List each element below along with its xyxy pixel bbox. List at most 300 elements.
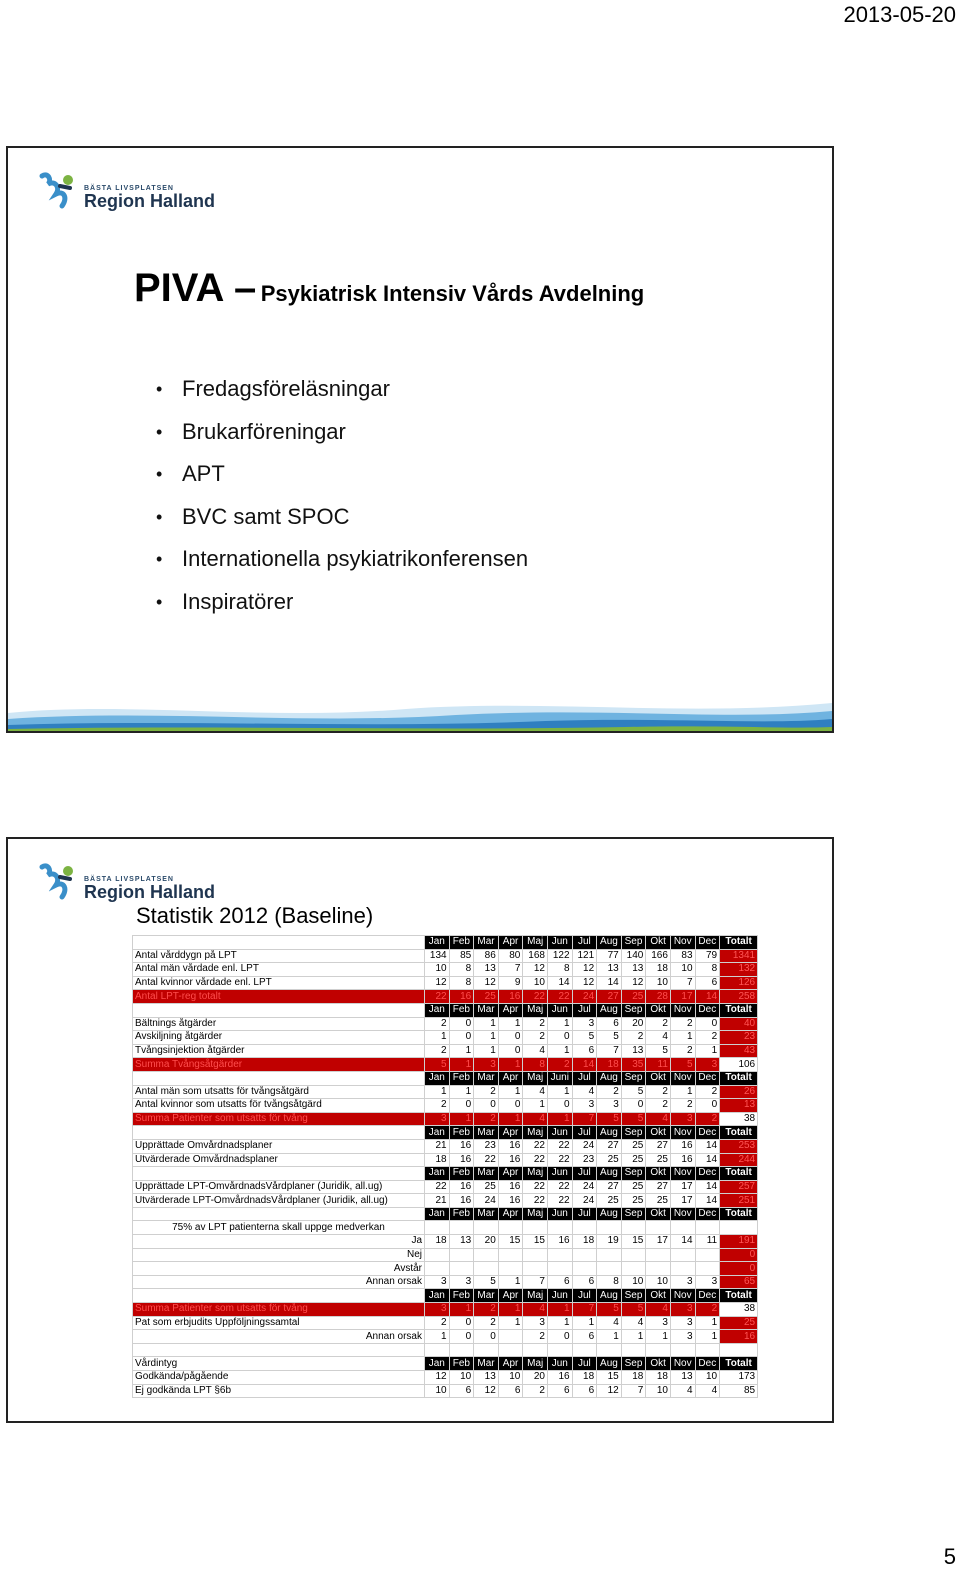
- table-cell: [425, 1221, 450, 1235]
- table-cell: 2: [425, 1316, 450, 1330]
- table-cell: 5: [597, 1303, 622, 1317]
- column-header: Dec: [695, 1357, 720, 1371]
- table-cell: 2: [695, 1112, 720, 1126]
- table-cell: 16: [670, 1153, 695, 1167]
- column-header: Mar: [474, 1207, 499, 1221]
- table-row: [133, 1099, 758, 1113]
- table-row: [133, 990, 758, 1004]
- table-cell: 18: [646, 963, 671, 977]
- table-cell: 22: [547, 990, 572, 1004]
- table-row: [133, 1330, 758, 1344]
- column-header: Sep: [621, 1003, 646, 1017]
- table-cell: 2: [695, 1031, 720, 1045]
- table-cell: 25: [621, 990, 646, 1004]
- table-cell: 25: [646, 1194, 671, 1208]
- table-cell: 166: [646, 949, 671, 963]
- table-row: [133, 1194, 758, 1208]
- table-cell: 22: [523, 1194, 548, 1208]
- table-cell: 0: [547, 1330, 572, 1344]
- table-cell: 1: [449, 1085, 474, 1099]
- table-cell: [720, 1221, 758, 1235]
- table-cell: 27: [646, 1180, 671, 1194]
- column-header: Sep: [621, 1207, 646, 1221]
- bullet-dot-icon: •: [156, 464, 163, 484]
- logo-tagline: BÄSTA LIVSPLATSEN: [84, 185, 174, 192]
- table-cell: 1: [572, 1316, 597, 1330]
- table-cell: 1: [498, 1085, 523, 1099]
- logo-name: Region Halland: [84, 882, 216, 902]
- column-header: Mar: [474, 1071, 499, 1085]
- table-cell: [572, 1343, 597, 1357]
- table-cell: [646, 1262, 671, 1276]
- table-cell: 12: [572, 976, 597, 990]
- table-cell: 0: [449, 1316, 474, 1330]
- region-halland-logo: [38, 861, 215, 901]
- column-header: Maj: [523, 1167, 548, 1181]
- table-cell: 38: [720, 1303, 758, 1317]
- table-cell: 121: [572, 949, 597, 963]
- table-cell: 6: [572, 1044, 597, 1058]
- column-header: Feb: [449, 1207, 474, 1221]
- table-cell: 0: [720, 1262, 758, 1276]
- table-cell: [474, 1221, 499, 1235]
- bullet-item: [156, 459, 528, 502]
- table-cell: 16: [449, 1153, 474, 1167]
- table-cell: 23: [572, 1153, 597, 1167]
- column-header: Jul: [572, 1289, 597, 1303]
- table-cell: 6: [572, 1275, 597, 1289]
- column-header: Jul: [572, 936, 597, 950]
- column-header: Jan: [425, 936, 450, 950]
- table-cell: [523, 1221, 548, 1235]
- table-cell: [498, 1330, 523, 1344]
- column-header: Maj: [523, 936, 548, 950]
- table-cell: 22: [474, 1153, 499, 1167]
- table-cell: 79: [695, 949, 720, 963]
- title-subtitle: Psykiatrisk Intensiv Vårds Avdelning: [260, 281, 645, 306]
- row-label: Summa Tvångsåtgärder: [133, 1058, 425, 1072]
- bullet-text: Brukarföreningar: [182, 418, 346, 444]
- table-cell: 25: [621, 1180, 646, 1194]
- table-cell: 13: [449, 1235, 474, 1249]
- column-header: Maj: [523, 1126, 548, 1140]
- table-cell: [695, 1248, 720, 1262]
- table-cell: 14: [670, 1235, 695, 1249]
- statistics-table: [132, 935, 758, 1398]
- table-cell: 12: [572, 963, 597, 977]
- column-header: Feb: [449, 936, 474, 950]
- row-label: Nej: [133, 1248, 425, 1262]
- table-cell: [597, 1343, 622, 1357]
- table-cell: 13: [597, 963, 622, 977]
- column-header: Totalt: [720, 1357, 758, 1371]
- column-header: Nov: [670, 1207, 695, 1221]
- table-cell: 15: [498, 1235, 523, 1249]
- table-cell: 14: [695, 1194, 720, 1208]
- table-cell: [670, 1343, 695, 1357]
- row-label: Antal män vårdade enl. LPT: [133, 963, 425, 977]
- table-row: [133, 1384, 758, 1398]
- table-cell: 14: [695, 1139, 720, 1153]
- table-cell: 2: [523, 1031, 548, 1045]
- table-cell: 251: [720, 1194, 758, 1208]
- column-header: Totalt: [720, 1003, 758, 1017]
- row-label: Godkända/pågående: [133, 1371, 425, 1385]
- column-header: Aug: [597, 1357, 622, 1371]
- table-cell: 5: [621, 1085, 646, 1099]
- table-cell: 6: [572, 1330, 597, 1344]
- wave-decoration-icon: [8, 691, 832, 731]
- column-header: Nov: [670, 936, 695, 950]
- table-cell: 40: [720, 1017, 758, 1031]
- table-cell: 1: [449, 1058, 474, 1072]
- table-cell: 134: [425, 949, 450, 963]
- table-cell: 22: [425, 990, 450, 1004]
- bullet-text: APT: [182, 461, 225, 486]
- column-header: Apr: [498, 1357, 523, 1371]
- column-header: Jun: [547, 1289, 572, 1303]
- table-cell: 8: [449, 963, 474, 977]
- table-cell: 12: [621, 976, 646, 990]
- table-row: [133, 1017, 758, 1031]
- table-cell: 2: [523, 1384, 548, 1398]
- table-cell: 21: [425, 1194, 450, 1208]
- row-label: [133, 936, 425, 950]
- table-cell: 3: [670, 1275, 695, 1289]
- table-cell: 10: [621, 1275, 646, 1289]
- table-cell: 1: [547, 1303, 572, 1317]
- column-header: Sep: [621, 1071, 646, 1085]
- table-cell: 4: [572, 1085, 597, 1099]
- table-cell: 0: [449, 1017, 474, 1031]
- column-header: Feb: [449, 1167, 474, 1181]
- table-cell: 22: [547, 1139, 572, 1153]
- table-cell: 3: [670, 1316, 695, 1330]
- table-cell: [498, 1262, 523, 1276]
- table-cell: 168: [523, 949, 548, 963]
- table-cell: 22: [523, 1153, 548, 1167]
- column-header: Aug: [597, 1207, 622, 1221]
- table-cell: 12: [597, 1384, 622, 1398]
- bullet-text: Fredagsföreläsningar: [182, 376, 390, 401]
- table-cell: 2: [646, 1017, 671, 1031]
- table-cell: [547, 1343, 572, 1357]
- table-cell: [498, 1248, 523, 1262]
- table-row: [133, 1248, 758, 1262]
- table-cell: 1: [425, 1031, 450, 1045]
- table-row: [133, 1031, 758, 1045]
- table-cell: 23: [474, 1139, 499, 1153]
- table-cell: 1: [474, 1044, 499, 1058]
- table-row: [133, 1180, 758, 1194]
- column-header: Jul: [572, 1167, 597, 1181]
- table-cell: [547, 1221, 572, 1235]
- table-cell: 13: [621, 1044, 646, 1058]
- row-label: Ja: [133, 1235, 425, 1249]
- column-header: Aug: [597, 936, 622, 950]
- column-header: Sep: [621, 1167, 646, 1181]
- table-cell: 16: [498, 1153, 523, 1167]
- table-cell: 17: [670, 1194, 695, 1208]
- table-cell: 5: [646, 1044, 671, 1058]
- table-cell: 1: [670, 1031, 695, 1045]
- row-label: Avstår: [133, 1262, 425, 1276]
- table-cell: 0: [695, 1017, 720, 1031]
- table-row: [133, 976, 758, 990]
- table-cell: 15: [597, 1371, 622, 1385]
- table-cell: 4: [646, 1303, 671, 1317]
- table-cell: 4: [523, 1044, 548, 1058]
- table-cell: [572, 1248, 597, 1262]
- table-cell: 0: [695, 1099, 720, 1113]
- column-header: Maj: [523, 1003, 548, 1017]
- table-cell: [646, 1343, 671, 1357]
- table-cell: 4: [523, 1303, 548, 1317]
- table-cell: [449, 1221, 474, 1235]
- row-label: [133, 1289, 425, 1303]
- table-cell: 4: [670, 1384, 695, 1398]
- table-cell: [572, 1262, 597, 1276]
- table-cell: 0: [498, 1044, 523, 1058]
- column-header: Aug: [597, 1289, 622, 1303]
- column-header: Maj: [523, 1289, 548, 1303]
- column-header: Jun: [547, 1126, 572, 1140]
- table-cell: 5: [670, 1058, 695, 1072]
- table-cell: 16: [498, 990, 523, 1004]
- table-cell: 0: [474, 1330, 499, 1344]
- table-cell: [523, 1343, 548, 1357]
- table-row: [133, 1303, 758, 1317]
- table-cell: [572, 1221, 597, 1235]
- table-cell: 2: [474, 1112, 499, 1126]
- bullet-item: [156, 587, 528, 630]
- table-cell: 12: [523, 963, 548, 977]
- row-label: Upprättade Omvårdnadsplaner: [133, 1139, 425, 1153]
- table-cell: 6: [449, 1384, 474, 1398]
- row-label: [133, 1071, 425, 1085]
- table-cell: 24: [572, 1194, 597, 1208]
- table-cell: 3: [670, 1303, 695, 1317]
- bullet-list: [156, 374, 528, 629]
- table-cell: 1: [449, 1303, 474, 1317]
- row-label: Pat som erbjudits Uppföljningssamtal: [133, 1316, 425, 1330]
- row-label: Antal män som utsatts för tvångsåtgärd: [133, 1085, 425, 1099]
- table-cell: 0: [547, 1099, 572, 1113]
- table-cell: 0: [449, 1031, 474, 1045]
- table-cell: 17: [670, 1180, 695, 1194]
- column-header: Jan: [425, 1003, 450, 1017]
- table-cell: 25: [621, 1194, 646, 1208]
- table-cell: 3: [646, 1316, 671, 1330]
- column-header: Jun: [547, 1357, 572, 1371]
- table-cell: 19: [597, 1235, 622, 1249]
- table-cell: 2: [425, 1017, 450, 1031]
- table-cell: 1: [547, 1017, 572, 1031]
- column-header: Totalt: [720, 1071, 758, 1085]
- column-header: Feb: [449, 1357, 474, 1371]
- column-header: Totalt: [720, 1167, 758, 1181]
- table-cell: 23: [720, 1031, 758, 1045]
- table-cell: 2: [474, 1085, 499, 1099]
- table-cell: 15: [523, 1235, 548, 1249]
- column-header: Nov: [670, 1289, 695, 1303]
- table-cell: 85: [449, 949, 474, 963]
- table-cell: [646, 1221, 671, 1235]
- column-header: Mar: [474, 1357, 499, 1371]
- table-cell: 1: [498, 1275, 523, 1289]
- column-header: Okt: [646, 936, 671, 950]
- table-cell: 4: [695, 1384, 720, 1398]
- table-cell: [597, 1248, 622, 1262]
- table-cell: 2: [695, 1085, 720, 1099]
- table-cell: 10: [498, 1371, 523, 1385]
- column-header: Maj: [523, 1207, 548, 1221]
- column-header: Okt: [646, 1126, 671, 1140]
- column-header: Apr: [498, 1071, 523, 1085]
- table-cell: 13: [621, 963, 646, 977]
- table-cell: 5: [597, 1031, 622, 1045]
- table-cell: [474, 1262, 499, 1276]
- bullet-item: [156, 544, 528, 587]
- table-cell: 1: [646, 1330, 671, 1344]
- table-cell: 3: [425, 1303, 450, 1317]
- table-cell: 25: [474, 1180, 499, 1194]
- table-cell: 106: [720, 1058, 758, 1072]
- table-row: [133, 1316, 758, 1330]
- table-cell: 6: [498, 1384, 523, 1398]
- bullet-dot-icon: •: [156, 591, 163, 612]
- table-cell: 2: [523, 1330, 548, 1344]
- bullet-dot-icon: •: [156, 549, 163, 569]
- table-cell: 3: [474, 1058, 499, 1072]
- table-cell: 2: [646, 1085, 671, 1099]
- column-header: Dec: [695, 1003, 720, 1017]
- table-row: [133, 1044, 758, 1058]
- table-cell: 18: [621, 1371, 646, 1385]
- row-label: Bältnings åtgärder: [133, 1017, 425, 1031]
- table-cell: 3: [425, 1275, 450, 1289]
- table-cell: [498, 1343, 523, 1357]
- row-label: Annan orsak: [133, 1275, 425, 1289]
- table-cell: 16: [449, 990, 474, 1004]
- table-cell: [597, 1221, 622, 1235]
- table-cell: 18: [597, 1058, 622, 1072]
- table-cell: 5: [597, 1112, 622, 1126]
- table-cell: 22: [523, 1139, 548, 1153]
- table-cell: 2: [474, 1303, 499, 1317]
- table-row: [133, 1221, 758, 1235]
- table-cell: 25: [597, 1194, 622, 1208]
- table-cell: 1: [449, 1044, 474, 1058]
- table-cell: 80: [498, 949, 523, 963]
- table-cell: 20: [523, 1371, 548, 1385]
- column-header: Jan: [425, 1357, 450, 1371]
- column-header: Jul: [572, 1126, 597, 1140]
- column-header: Aug: [597, 1167, 622, 1181]
- column-header: Nov: [670, 1071, 695, 1085]
- table-cell: [547, 1248, 572, 1262]
- row-label: Utvärderade LPT-OmvårdnadsVårdplaner (Juridik, all.ug): [133, 1194, 425, 1208]
- column-header: Aug: [597, 1003, 622, 1017]
- table-cell: [621, 1221, 646, 1235]
- column-header: Sep: [621, 1289, 646, 1303]
- table-cell: 1: [547, 1316, 572, 1330]
- column-header: Okt: [646, 1207, 671, 1221]
- table-cell: 18: [572, 1371, 597, 1385]
- table-cell: 28: [646, 990, 671, 1004]
- table-cell: 122: [547, 949, 572, 963]
- table-cell: 5: [474, 1275, 499, 1289]
- table-cell: 8: [449, 976, 474, 990]
- table-cell: 2: [670, 1044, 695, 1058]
- table-cell: [621, 1262, 646, 1276]
- column-header: Sep: [621, 936, 646, 950]
- table-cell: 35: [621, 1058, 646, 1072]
- table-cell: 3: [572, 1017, 597, 1031]
- table-cell: [425, 1262, 450, 1276]
- table-cell: 13: [474, 963, 499, 977]
- row-label: Utvärderade Omvårdnadsplaner: [133, 1153, 425, 1167]
- column-header: Sep: [621, 1357, 646, 1371]
- table-cell: 22: [425, 1180, 450, 1194]
- table-cell: [670, 1221, 695, 1235]
- table-cell: 22: [547, 1180, 572, 1194]
- table-cell: [695, 1262, 720, 1276]
- table-cell: 3: [449, 1275, 474, 1289]
- table-cell: 16: [498, 1180, 523, 1194]
- table-cell: 2: [670, 1017, 695, 1031]
- table-cell: 10: [425, 1384, 450, 1398]
- column-header: Sep: [621, 1126, 646, 1140]
- page-number: 5: [943, 1544, 956, 1569]
- table-cell: 6: [572, 1384, 597, 1398]
- logo-tagline: BÄSTA LIVSPLATSEN: [84, 876, 174, 883]
- table-cell: 7: [572, 1303, 597, 1317]
- column-header: Dec: [695, 1167, 720, 1181]
- table-cell: 4: [523, 1112, 548, 1126]
- table-cell: 244: [720, 1153, 758, 1167]
- table-cell: 18: [646, 1371, 671, 1385]
- table-cell: 0: [449, 1330, 474, 1344]
- column-header: Jan: [425, 1207, 450, 1221]
- table-cell: 83: [670, 949, 695, 963]
- table-cell: 12: [474, 1384, 499, 1398]
- table-row: [133, 1126, 758, 1140]
- table-cell: [547, 1262, 572, 1276]
- table-cell: 2: [474, 1316, 499, 1330]
- table-cell: 253: [720, 1139, 758, 1153]
- row-label: Antal kvinnor som utsatts för tvångsåtgärd: [133, 1099, 425, 1113]
- table-cell: 6: [597, 1017, 622, 1031]
- column-header: Aug: [597, 1071, 622, 1085]
- row-label: Vårdintyg: [133, 1357, 425, 1371]
- table-cell: 7: [572, 1112, 597, 1126]
- table-cell: 0: [621, 1099, 646, 1113]
- slide-statistik: [6, 837, 834, 1423]
- table-cell: 11: [646, 1058, 671, 1072]
- table-cell: 0: [720, 1248, 758, 1262]
- table-cell: [523, 1262, 548, 1276]
- table-cell: 12: [425, 976, 450, 990]
- table-cell: 126: [720, 976, 758, 990]
- table-cell: 1: [425, 1330, 450, 1344]
- table-cell: 14: [547, 976, 572, 990]
- table-cell: 1: [547, 1044, 572, 1058]
- table-cell: 18: [572, 1235, 597, 1249]
- table-cell: 12: [474, 976, 499, 990]
- bullet-item: [156, 417, 528, 460]
- table-cell: 4: [646, 1112, 671, 1126]
